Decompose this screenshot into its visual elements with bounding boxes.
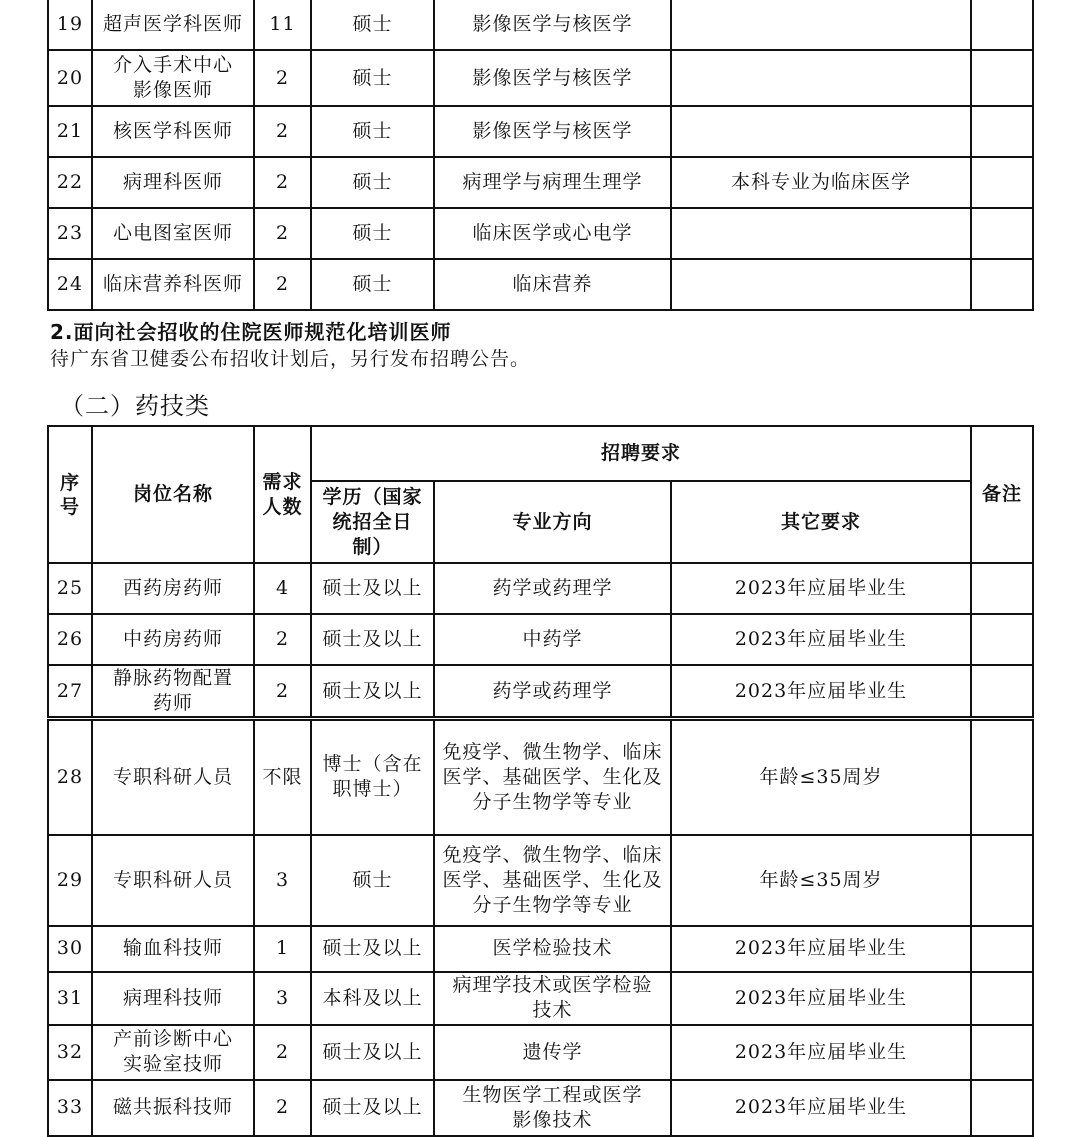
other-requirement: 2023年应届毕业生 — [671, 563, 971, 614]
other-requirement: 2023年应届毕业生 — [671, 1080, 971, 1136]
major: 药学或药理学 — [434, 563, 671, 614]
major: 临床医学或心电学 — [434, 208, 671, 259]
position-name: 中药房药师 — [92, 614, 254, 665]
headcount: 2 — [254, 208, 311, 259]
degree: 硕士及以上 — [311, 563, 434, 614]
major: 免疫学、微生物学、临床医学、基础医学、生化及分子生物学等专业 — [434, 835, 671, 926]
degree: 硕士及以上 — [311, 614, 434, 665]
table-row — [48, 157, 1033, 208]
row-number: 28 — [48, 719, 92, 835]
other-requirement: 2023年应届毕业生 — [671, 665, 971, 719]
medical-positions-table — [47, 0, 1034, 311]
position-name: 磁共振科技师 — [92, 1080, 254, 1136]
headcount: 4 — [254, 563, 311, 614]
degree: 硕士 — [311, 106, 434, 157]
position-name: 静脉药物配置药师 — [92, 665, 254, 719]
major: 病理学技术或医学检验技术 — [434, 972, 671, 1025]
subsection-heading: 2.面向社会招收的住院医师规范化培训医师 — [50, 320, 452, 344]
position-name: 病理科医师 — [92, 157, 254, 208]
headcount: 2 — [254, 1080, 311, 1136]
header-major: 专业方向 — [434, 481, 671, 563]
header-other: 其它要求 — [671, 481, 971, 563]
row-number: 27 — [48, 665, 92, 719]
headcount: 2 — [254, 259, 311, 310]
remark — [971, 614, 1033, 665]
table-row — [48, 106, 1033, 157]
row-number: 23 — [48, 208, 92, 259]
degree: 硕士 — [311, 259, 434, 310]
table-row — [48, 208, 1033, 259]
position-name: 临床营养科医师 — [92, 259, 254, 310]
remark — [971, 0, 1033, 50]
row-number: 26 — [48, 614, 92, 665]
table-row — [48, 835, 1033, 926]
other-requirement: 年龄≤35周岁 — [671, 835, 971, 926]
degree: 硕士 — [311, 835, 434, 926]
header-degree: 学历（国家统招全日制） — [311, 481, 434, 563]
table-row — [48, 719, 1033, 835]
subsection-note: 待广东省卫健委公布招收计划后，另行发布招聘公告。 — [50, 348, 531, 370]
remark — [971, 50, 1033, 106]
degree: 本科及以上 — [311, 972, 434, 1025]
major: 药学或药理学 — [434, 665, 671, 719]
other-requirement: 本科专业为临床医学 — [671, 157, 971, 208]
degree: 硕士 — [311, 50, 434, 106]
headcount: 2 — [254, 1025, 311, 1080]
headcount: 1 — [254, 926, 311, 972]
headcount: 11 — [254, 0, 311, 50]
remark — [971, 926, 1033, 972]
remark — [971, 1025, 1033, 1080]
headcount: 2 — [254, 614, 311, 665]
row-number: 25 — [48, 563, 92, 614]
row-number: 33 — [48, 1080, 92, 1136]
remark — [971, 972, 1033, 1025]
table-row — [48, 563, 1033, 614]
other-requirement — [671, 106, 971, 157]
position-name: 专职科研人员 — [92, 719, 254, 835]
header-remark: 备注 — [971, 426, 1033, 563]
other-requirement: 2023年应届毕业生 — [671, 926, 971, 972]
headcount: 2 — [254, 665, 311, 719]
degree: 硕士 — [311, 0, 434, 50]
table-row — [48, 1080, 1033, 1136]
major: 影像医学与核医学 — [434, 106, 671, 157]
remark — [971, 1080, 1033, 1136]
row-number: 29 — [48, 835, 92, 926]
table-row — [48, 972, 1033, 1025]
row-number: 30 — [48, 926, 92, 972]
row-number: 21 — [48, 106, 92, 157]
remark — [971, 208, 1033, 259]
position-name: 核医学科医师 — [92, 106, 254, 157]
position-name: 产前诊断中心实验室技师 — [92, 1025, 254, 1080]
other-requirement — [671, 259, 971, 310]
other-requirement: 2023年应届毕业生 — [671, 1025, 971, 1080]
remark — [971, 665, 1033, 719]
position-name: 西药房药师 — [92, 563, 254, 614]
row-number: 32 — [48, 1025, 92, 1080]
row-number: 31 — [48, 972, 92, 1025]
header-requirements: 招聘要求 — [311, 426, 971, 481]
position-name: 介入手术中心影像医师 — [92, 50, 254, 106]
major: 生物医学工程或医学影像技术 — [434, 1080, 671, 1136]
header-position: 岗位名称 — [92, 426, 254, 563]
table-row — [48, 926, 1033, 972]
major: 遗传学 — [434, 1025, 671, 1080]
remark — [971, 106, 1033, 157]
position-name: 心电图室医师 — [92, 208, 254, 259]
headcount: 2 — [254, 106, 311, 157]
position-name: 专职科研人员 — [92, 835, 254, 926]
other-requirement — [671, 0, 971, 50]
table-row — [48, 259, 1033, 310]
headcount: 3 — [254, 835, 311, 926]
other-requirement — [671, 208, 971, 259]
other-requirement — [671, 50, 971, 106]
headcount: 2 — [254, 50, 311, 106]
degree: 硕士 — [311, 157, 434, 208]
table-row — [48, 0, 1033, 50]
remark — [971, 563, 1033, 614]
table-row — [48, 614, 1033, 665]
position-name: 输血科技师 — [92, 926, 254, 972]
major: 影像医学与核医学 — [434, 0, 671, 50]
header-number: 序号 — [48, 426, 92, 563]
degree: 硕士 — [311, 208, 434, 259]
degree: 硕士及以上 — [311, 1080, 434, 1136]
major: 医学检验技术 — [434, 926, 671, 972]
other-requirement: 年龄≤35周岁 — [671, 719, 971, 835]
row-number: 19 — [48, 0, 92, 50]
headcount: 不限 — [254, 719, 311, 835]
row-number: 20 — [48, 50, 92, 106]
degree: 硕士及以上 — [311, 1025, 434, 1080]
headcount: 3 — [254, 972, 311, 1025]
row-number: 22 — [48, 157, 92, 208]
remark — [971, 719, 1033, 835]
table-row — [48, 1025, 1033, 1080]
remark — [971, 259, 1033, 310]
table-row — [48, 665, 1033, 719]
table-row — [48, 50, 1033, 106]
degree: 硕士及以上 — [311, 665, 434, 719]
header-headcount: 需求人数 — [254, 426, 311, 563]
major: 临床营养 — [434, 259, 671, 310]
remark — [971, 157, 1033, 208]
row-number: 24 — [48, 259, 92, 310]
section-heading: （二）药技类 — [60, 392, 210, 420]
major: 免疫学、微生物学、临床医学、基础医学、生化及分子生物学等专业 — [434, 719, 671, 835]
other-requirement: 2023年应届毕业生 — [671, 614, 971, 665]
major: 中药学 — [434, 614, 671, 665]
remark — [971, 835, 1033, 926]
pharmacy-technical-positions-table — [47, 425, 1034, 1137]
position-name: 超声医学科医师 — [92, 0, 254, 50]
degree: 硕士及以上 — [311, 926, 434, 972]
major: 影像医学与核医学 — [434, 50, 671, 106]
other-requirement: 2023年应届毕业生 — [671, 972, 971, 1025]
headcount: 2 — [254, 157, 311, 208]
major: 病理学与病理生理学 — [434, 157, 671, 208]
degree: 博士（含在职博士） — [311, 719, 434, 835]
position-name: 病理科技师 — [92, 972, 254, 1025]
